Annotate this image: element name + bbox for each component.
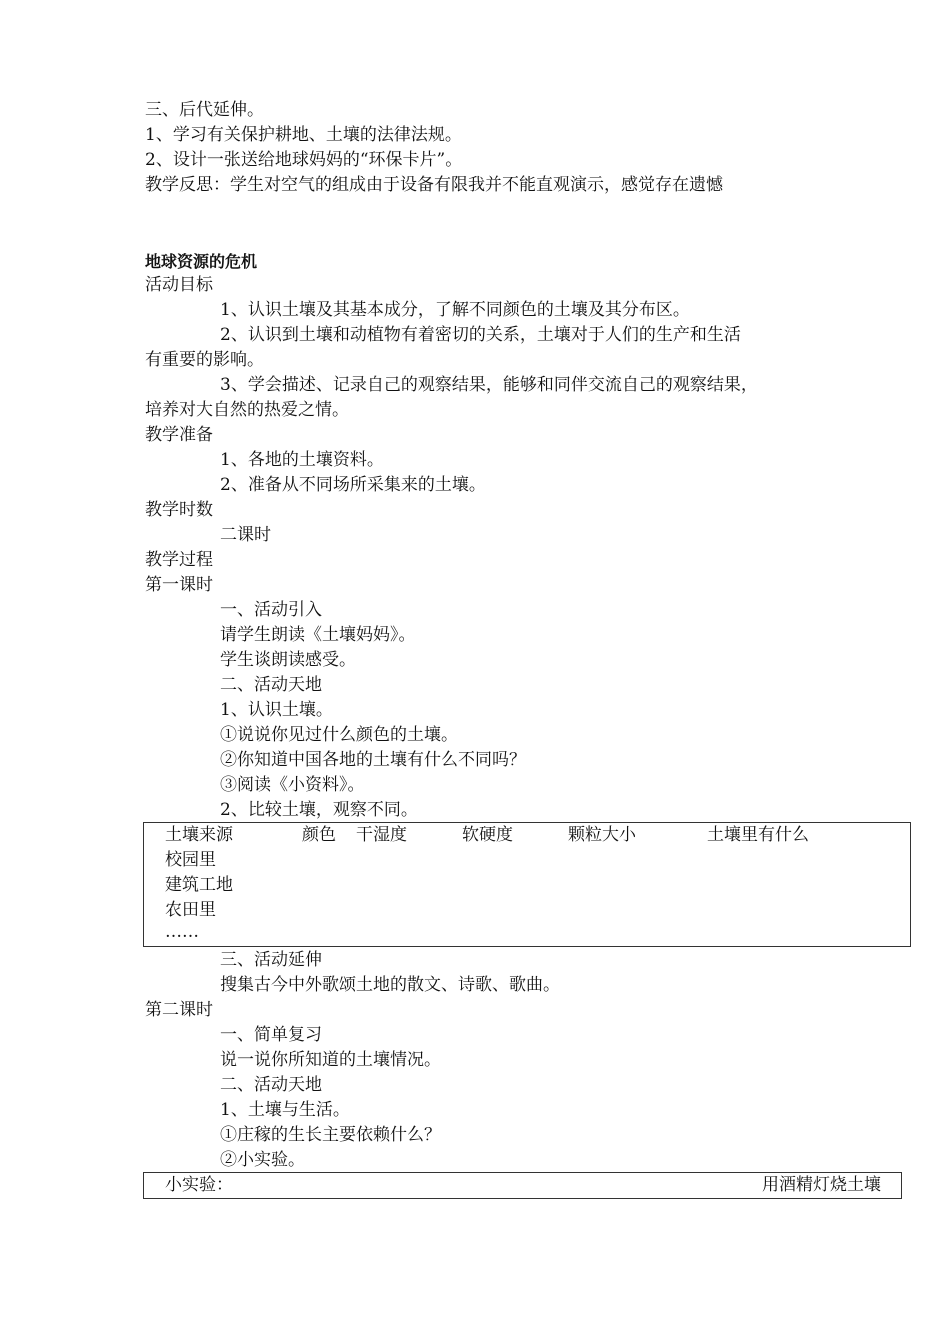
period-one: 第一课时 — [145, 575, 213, 595]
step-line: ③阅读《小资料》。 — [220, 775, 365, 795]
text-line: 1、学习有关保护耕地、土壤的法律法规。 — [145, 125, 462, 145]
table-header-cell: 软硬度 — [462, 825, 513, 845]
step-line: 二、活动天地 — [220, 1075, 322, 1095]
table-header-cell: 颜色 — [302, 825, 336, 845]
goal-item: 3、学会描述、记录自己的观察结果，能够和同伴交流自己的观察结果， — [220, 375, 758, 395]
text-line: 2、设计一张送给地球妈妈的“环保卡片”。 — [145, 150, 463, 170]
step-line: 三、活动延伸 — [220, 950, 322, 970]
step-line: ①说说你见过什么颜色的土壤。 — [220, 725, 458, 745]
step-line: 学生谈朗读感受。 — [220, 650, 356, 670]
lesson-title: 地球资源的危机 — [145, 252, 258, 271]
step-line: 请学生朗读《土壤妈妈》。 — [220, 625, 416, 645]
step-line: 说一说你所知道的土壤情况。 — [220, 1050, 441, 1070]
table-header-cell: 土壤里有什么 — [707, 825, 809, 845]
step-line: 2、比较土壤，观察不同。 — [220, 800, 418, 820]
experiment-description: 用酒精灯烧土壤 — [762, 1175, 881, 1195]
step-line: 二、活动天地 — [220, 675, 322, 695]
heading-hours: 教学时数 — [145, 500, 213, 520]
period-two: 第二课时 — [145, 1000, 213, 1020]
prep-item: 1、各地的土壤资料。 — [220, 450, 384, 470]
heading-goals: 活动目标 — [145, 275, 213, 295]
goal-item-cont: 培养对大自然的热爱之情。 — [145, 400, 349, 420]
table-header-cell: 土壤来源 — [165, 825, 233, 845]
step-line: 1、土壤与生活。 — [220, 1100, 350, 1120]
hours-value: 二课时 — [220, 525, 271, 545]
table-row: …… — [165, 922, 199, 942]
teaching-reflection: 教学反思：学生对空气的组成由于设备有限我并不能直观演示，感觉存在遗憾 — [145, 175, 723, 195]
prep-item: 2、准备从不同场所采集来的土壤。 — [220, 475, 486, 495]
table-header-cell: 干湿度 — [356, 825, 407, 845]
text-line: 三、后代延伸。 — [145, 100, 264, 120]
goal-item: 2、认识到土壤和动植物有着密切的关系，土壤对于人们的生产和生活 — [220, 325, 741, 345]
table-row: 农田里 — [165, 900, 216, 920]
step-line: 搜集古今中外歌颂土地的散文、诗歌、歌曲。 — [220, 975, 560, 995]
experiment-box — [143, 1172, 902, 1199]
table-row: 建筑工地 — [165, 875, 233, 895]
table-row: 校园里 — [165, 850, 216, 870]
step-line: ②小实验。 — [220, 1150, 305, 1170]
goal-item: 1、认识土壤及其基本成分，了解不同颜色的土壤及其分布区。 — [220, 300, 690, 320]
goal-item-cont: 有重要的影响。 — [145, 350, 264, 370]
heading-preparation: 教学准备 — [145, 425, 213, 445]
step-line: 1、认识土壤。 — [220, 700, 333, 720]
step-line: ①庄稼的生长主要依赖什么？ — [220, 1125, 441, 1145]
step-line: 一、简单复习 — [220, 1025, 322, 1045]
table-header-cell: 颗粒大小 — [568, 825, 636, 845]
heading-process: 教学过程 — [145, 550, 213, 570]
experiment-label: 小实验： — [165, 1175, 233, 1195]
soil-comparison-table — [143, 822, 911, 947]
step-line: ②你知道中国各地的土壤有什么不同吗？ — [220, 750, 526, 770]
step-line: 一、活动引入 — [220, 600, 322, 620]
